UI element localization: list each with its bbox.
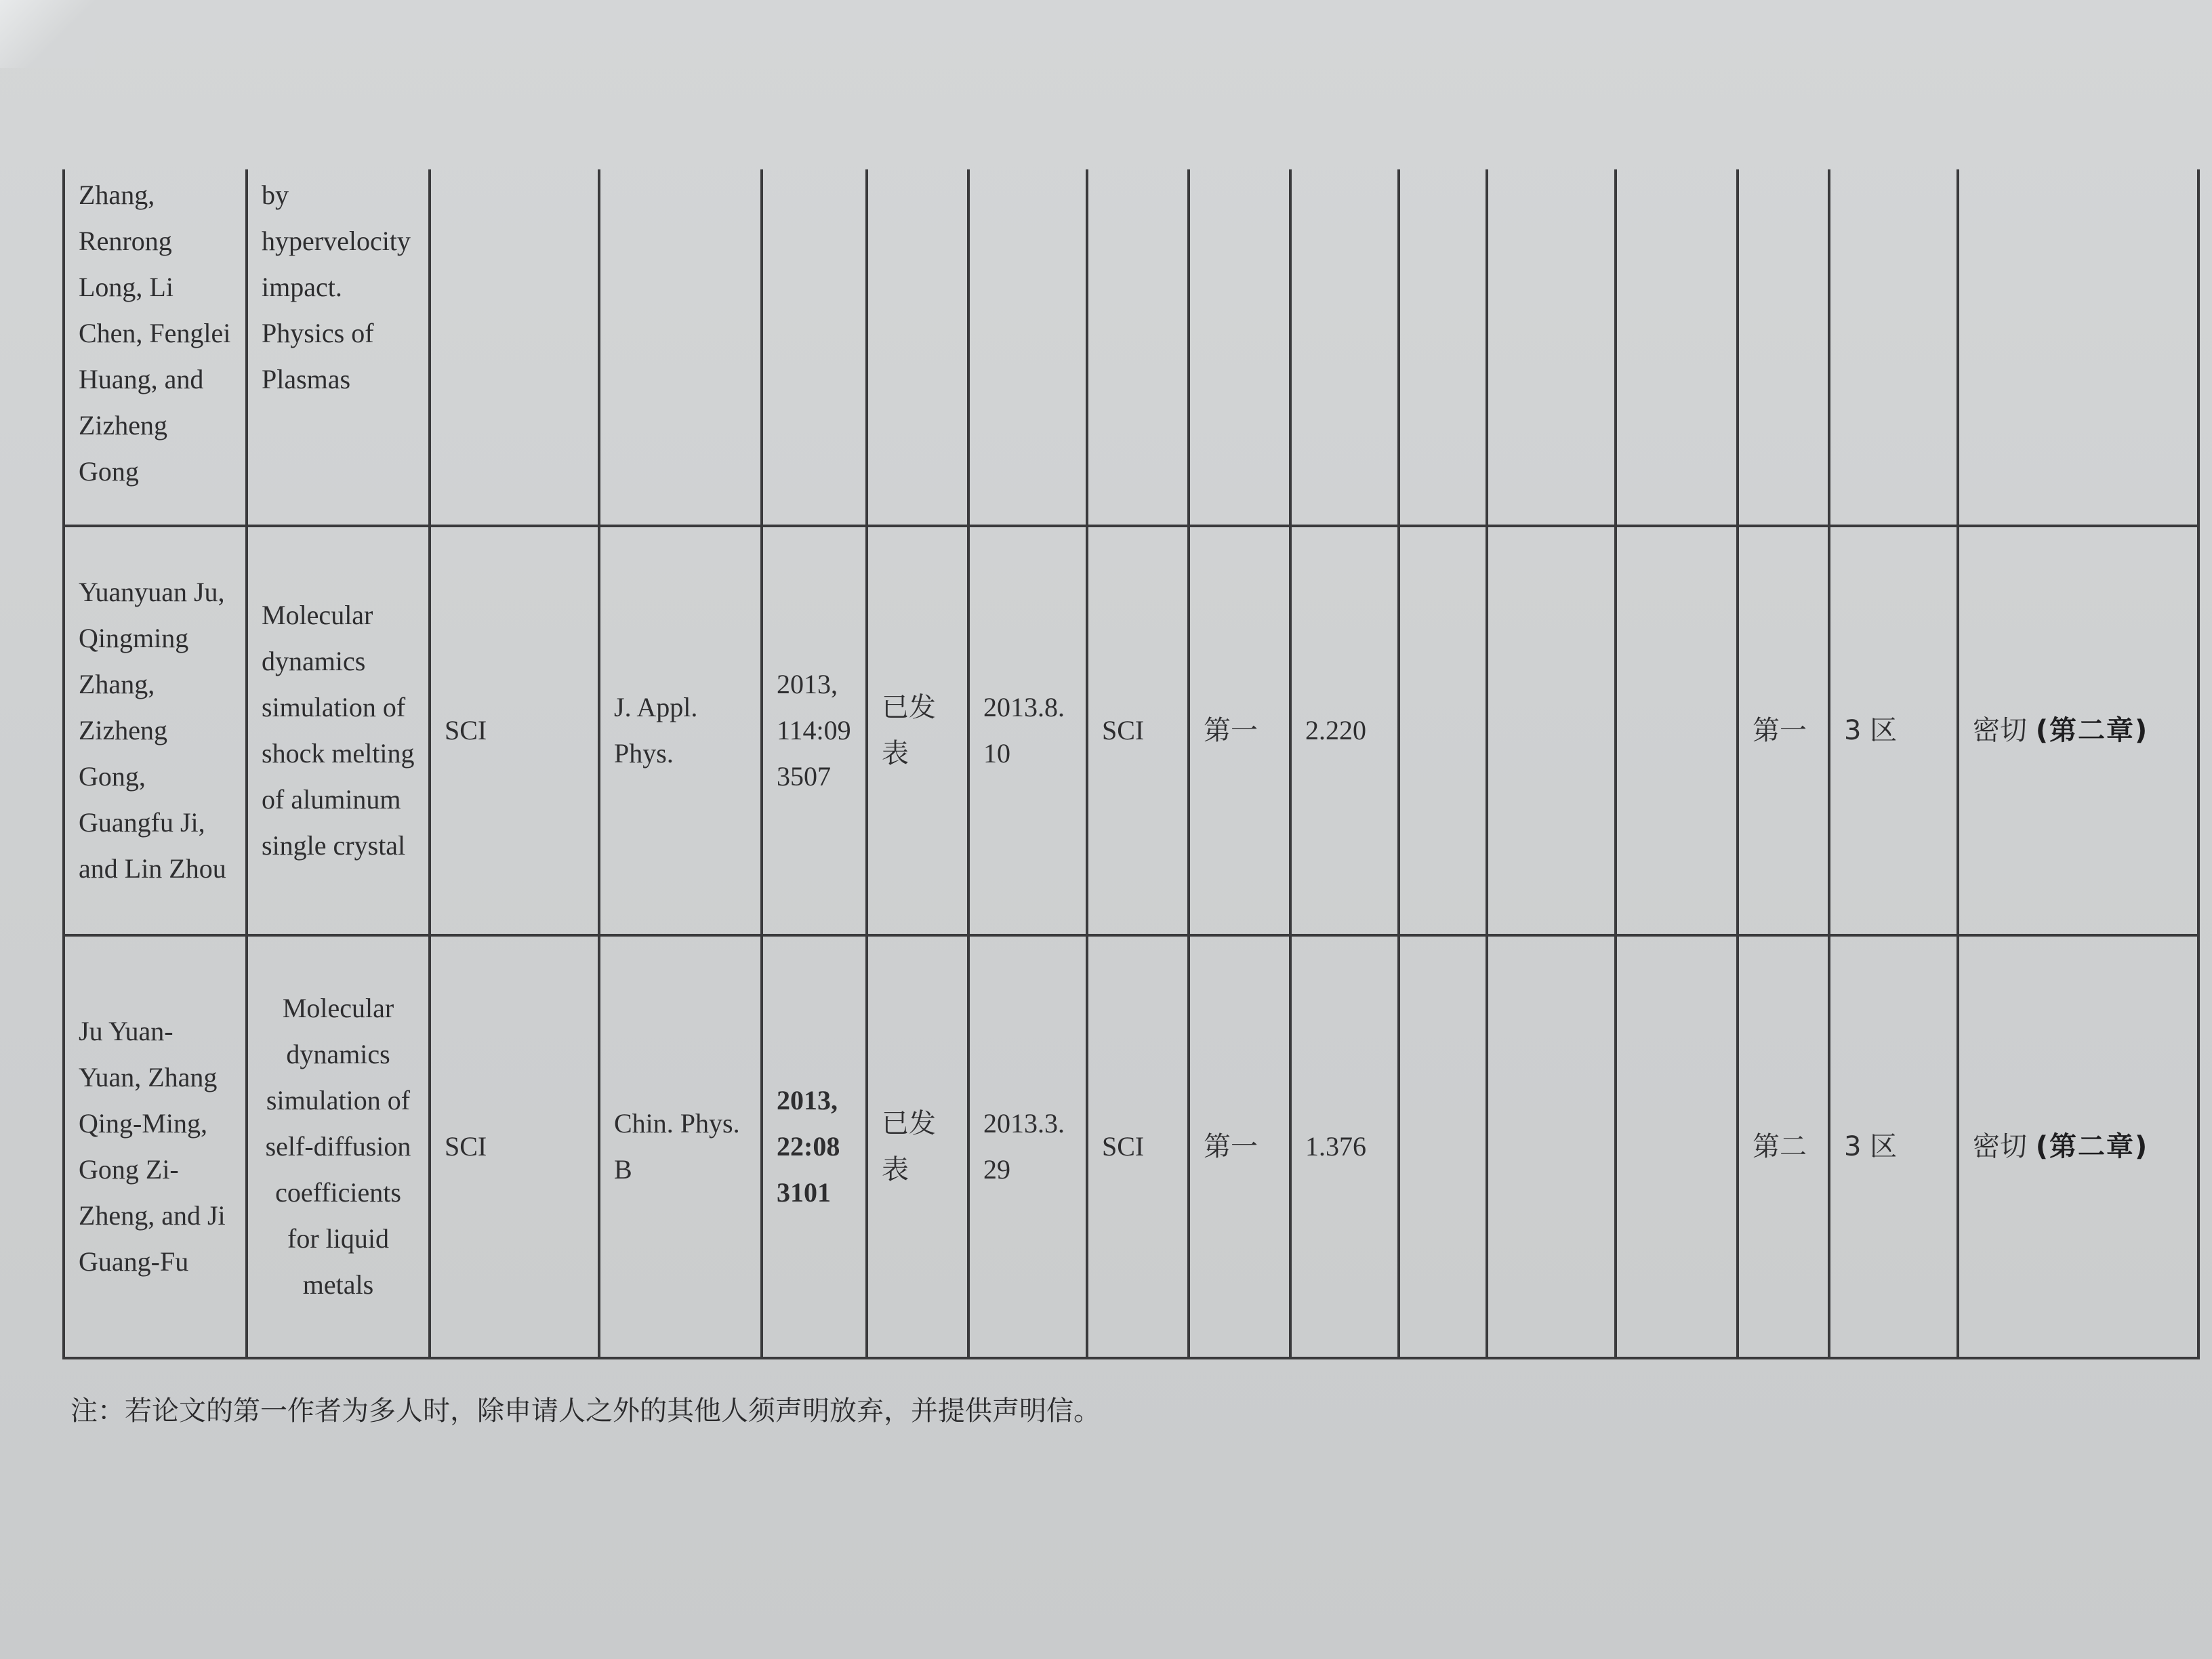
author-rank-cell: 第一 [1189,935,1290,1358]
journal-cell: Chin. Phys. B [599,935,762,1358]
status-cell: 已发表 [867,935,968,1358]
volume-cell [762,169,867,526]
rank2-cell [1738,169,1829,526]
author-rank-cell [1189,169,1290,526]
index-type-cell: SCI [430,526,599,935]
zone-cell: 3 区 [1829,526,1958,935]
blank-cell [1487,169,1616,526]
zone-cell [1829,169,1958,526]
index2-cell [1087,169,1189,526]
table-row [64,935,2198,1358]
table-row [64,169,2198,526]
relation-label: 密切 [1973,715,2027,746]
title-cell: by hypervelocity impact. Physics of Plasmas [247,169,430,526]
rank2-cell: 第一 [1738,526,1829,935]
blank-cell [1487,935,1616,1358]
authors-cell: Ju Yuan-Yuan, Zhang Qing-Ming, Gong Zi-Zheng, and Ji Guang-Fu [64,935,247,1358]
table-row [64,526,2198,935]
rank2-cell: 第二 [1738,935,1829,1358]
blank-cell [1399,526,1487,935]
status-cell [867,169,968,526]
author-rank-cell: 第一 [1189,526,1290,935]
footnote: 注：若论文的第一作者为多人时，除申请人之外的其他人须声明放弃，并提供声明信。 [70,1395,1101,1427]
volume-cell: 2013, 114:093507 [762,526,867,935]
impact-factor-cell [1290,169,1399,526]
publication-table [62,169,2200,1359]
blank-cell [1616,935,1738,1358]
journal-cell: J. Appl. Phys. [599,526,762,935]
relation-handwritten-note: (第二章) [2035,715,2149,746]
authors-cell: Yuanyuan Ju, Qingming Zhang, Zizheng Gong, Guangfu Ji, and Lin Zhou [64,526,247,935]
relation-label: 密切 [1973,1131,2027,1162]
date-cell: 2013.8.10 [968,526,1087,935]
index-type-cell: SCI [430,935,599,1358]
relation-handwritten-note: (第二章) [2035,1131,2149,1162]
zone-cell: 3 区 [1829,935,1958,1358]
title-cell: Molecular dynamics simulation of self-diffusion coefficients for liquid metals [247,935,430,1358]
relation-cell [1958,935,2198,1358]
index2-cell: SCI [1087,935,1189,1358]
authors-cell: Zhang, Renrong Long, Li Chen, Fenglei Huang, and Zizheng Gong [64,169,247,526]
blank-cell [1616,169,1738,526]
page-corner [0,0,95,68]
status-cell: 已发表 [867,526,968,935]
relation-cell [1958,526,2198,935]
index2-cell: SCI [1087,526,1189,935]
relation-cell [1958,169,2198,526]
blank-cell [1399,169,1487,526]
impact-factor-cell: 1.376 [1290,935,1399,1358]
index-type-cell [430,169,599,526]
volume-cell: 2013, 22:083101 [762,935,867,1358]
blank-cell [1487,526,1616,935]
impact-factor-cell: 2.220 [1290,526,1399,935]
date-cell: 2013.3.29 [968,935,1087,1358]
blank-cell [1616,526,1738,935]
journal-cell [599,169,762,526]
blank-cell [1399,935,1487,1358]
title-cell: Molecular dynamics simulation of shock melting of aluminum single crystal [247,526,430,935]
date-cell [968,169,1087,526]
